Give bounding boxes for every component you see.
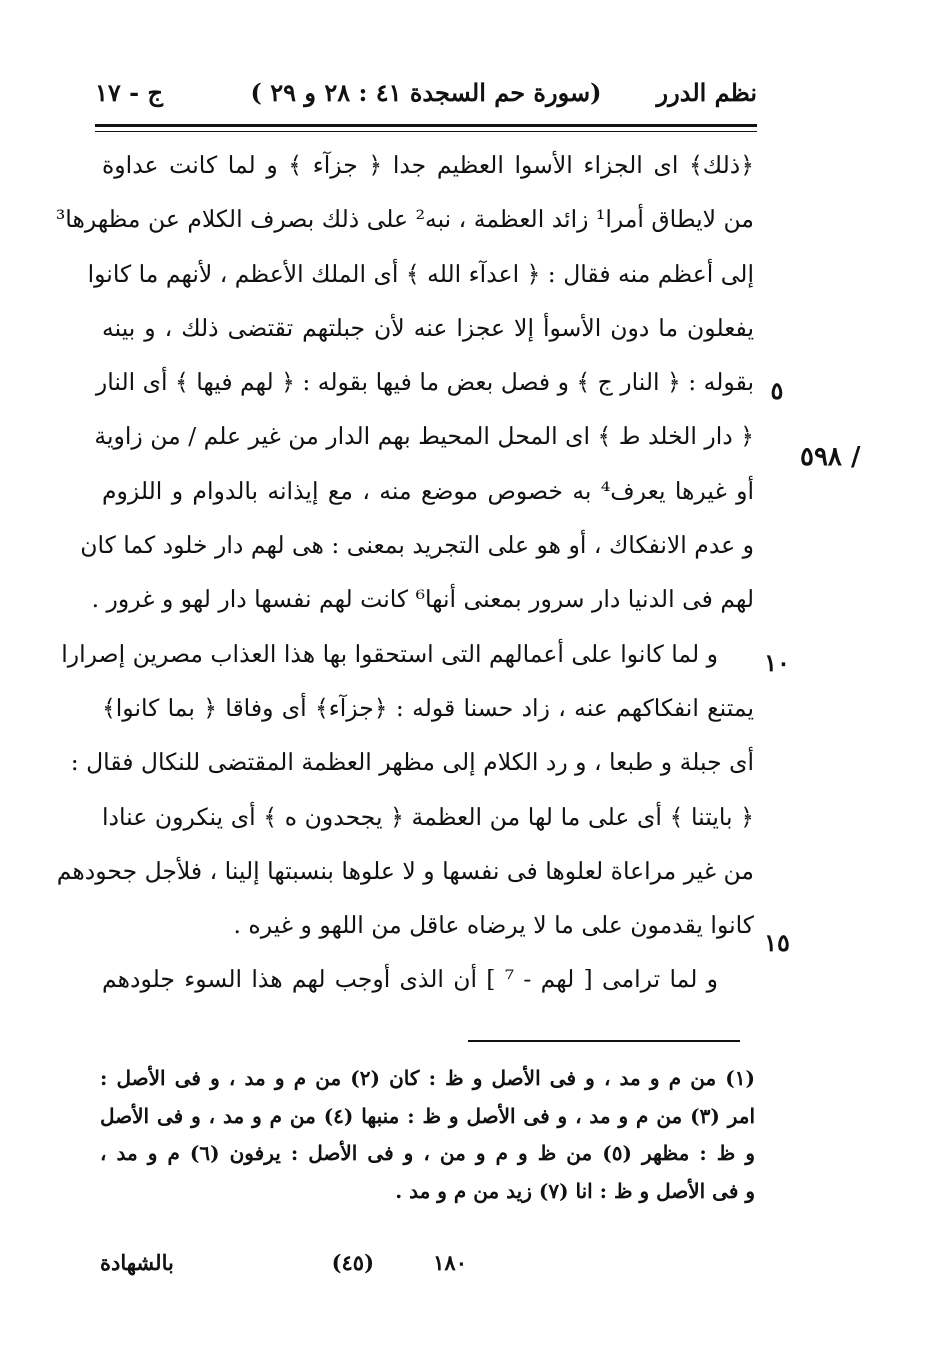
line-number: ٥ (770, 376, 784, 405)
text-line: أى جبلة و طبعا ، و رد الكلام إلى مظهر العظمة المقتضى للنكال فقال : (70, 748, 754, 777)
text-line: إلى أعظم منه فقال : ﴿ اعدآء الله ﴾ أى الملك الأعظم ، لأنهم ما كانوا (87, 259, 754, 288)
signature-catchword: بالشهادة (100, 1250, 174, 1275)
text-line: يفعلون ما دون الأسوأ إلا عجزا عنه لأن جبلتهم تقتضى ذلك ، و بينه (102, 313, 754, 342)
text-line: ﴿ بايتنا ﴾ أى على ما لها من العظمة ﴿ يجحدون ه ﴾ أى ينكرون عنادا (102, 802, 754, 831)
text-line: من غير مراعاة لعلوها فى نفسها و لا علوها بنسبتها إلينا ، فلأجل جحودهم (56, 856, 754, 885)
text-line: ﴿ذلك﴾ اى الجزاء الأسوا العظيم جدا ﴿ جزآء ﴾ و لما كانت عداوة (102, 151, 754, 179)
surah-reference: (سورة حم السجدة ٤١ : ٢٨ و ٢٩ ) (250, 78, 602, 107)
text-line: ﴿ دار الخلد ط ﴾ اى المحل المحيط بهم الدار من غير علم / من زاوية (94, 422, 754, 451)
main-text (55, 138, 755, 1007)
text-line: أو غيرها يعرف⁴ به خصوص موضع منه ، مع إيذانه بالدوام و اللزوم (102, 476, 755, 505)
text-line: يمتنع انفكاكهم عنه ، زاد حسنا قوله : ﴿جزآء﴾ أى وفاقا ﴿ بما كانوا﴾ (102, 693, 754, 722)
text-line: كانوا يقدمون على ما لا يرضاه عاقل من اللهو و غيره . (233, 911, 754, 940)
text-line: لهم فى الدنيا دار سرور بمعنى أنها⁶ كانت لهم نفسها دار لهو و غرور . (91, 585, 754, 614)
footnote-line: (١) من م و مد ، و فى الأصل و ظ : كان (٢) من م و مد ، و فى الأصل : (100, 1066, 755, 1090)
line-number: ١٠ (764, 648, 790, 677)
book-title: نظم الدرر (656, 78, 757, 107)
text-line: من لايطاق أمرا¹ زائد العظمة ، نبه² على ذلك بصرف الكلام عن مظهرها³ (55, 205, 754, 234)
footnote-separator (468, 1040, 740, 1042)
page-number: ١٨٠ (433, 1250, 467, 1275)
line-number: ١٥ (764, 928, 790, 957)
header-rule-thick (95, 124, 757, 127)
footnotes (100, 1060, 755, 1210)
footnote-line: و ظ : مظهر (٥) من ظ و م و من ، و فى الأصل : يرفون (٦) م و مد ، (100, 1141, 755, 1165)
text-line: و لما كانوا على أعمالهم التى استحقوا بها هذا العذاب مصرين إصرارا (61, 639, 718, 668)
footnote-line: امر (٣) من م و مد ، و فى الأصل و ظ : منبها (٤) من م و مد ، و فى الأصل (100, 1103, 756, 1128)
margin-manuscript-folio: / ٥٩٨ (800, 442, 861, 472)
text-line: و عدم الانفكاك ، أو هو على التجريد بمعنى : هى لهم دار خلود كما كان (80, 531, 754, 560)
text-line: بقوله : ﴿ النار ج ﴾ و فصل بعض ما فيها بقوله : ﴿ لهم فيها ﴾ أى النار (95, 368, 754, 397)
page-footer (100, 1246, 660, 1286)
footnote-line: و فى الأصل و ظ : انا (٧) زيد من م و مد . (395, 1178, 755, 1203)
volume-number: ج - ١٧ (95, 78, 163, 107)
sheet-number: (٤٥) (331, 1250, 374, 1275)
header-rule-thin (95, 131, 757, 132)
running-header (95, 72, 757, 120)
text-line: و لما ترامى [ لهم - ⁷ ] أن الذى أوجب لهم هذا السوء جلودهم (102, 965, 718, 994)
